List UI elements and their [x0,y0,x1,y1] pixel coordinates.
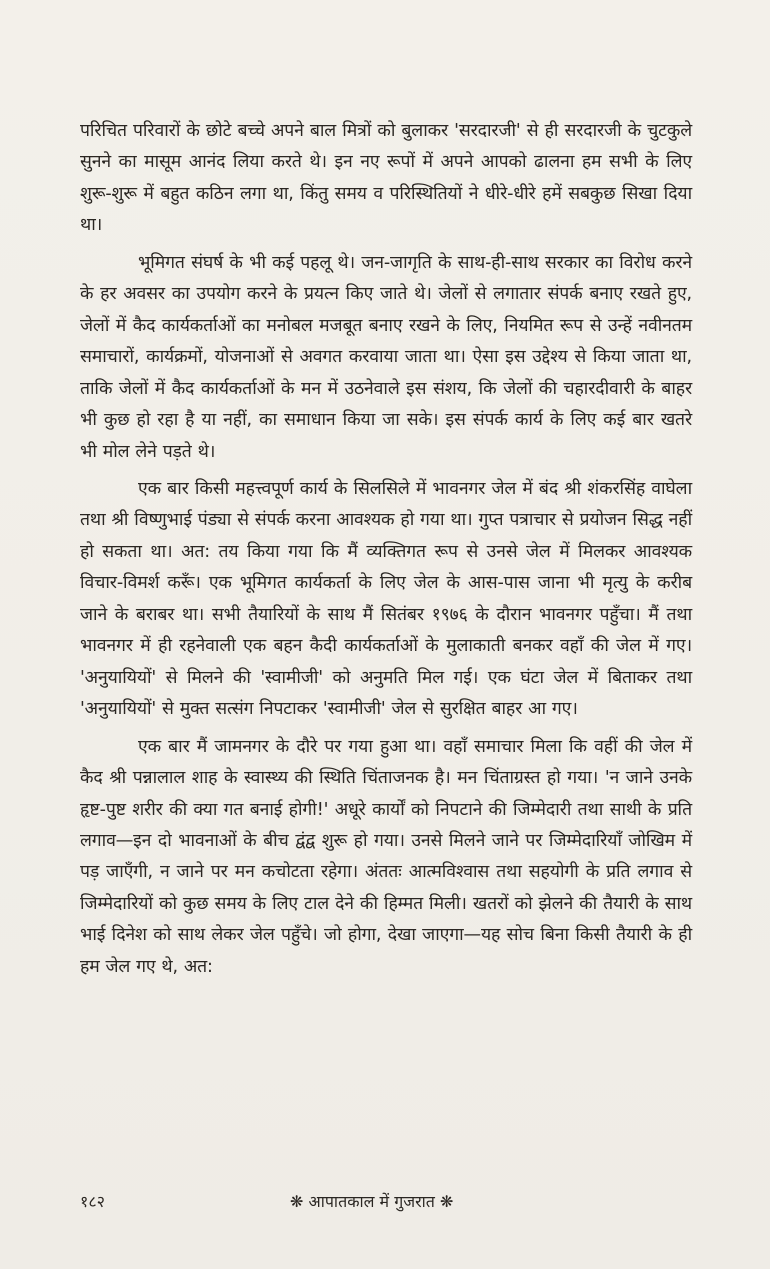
page-footer [80,1190,692,1220]
paragraph-3: एक बार किसी महत्त्वपूर्ण कार्य के सिलसिले में भावनगर जेल में बंद श्री शंकरसिंह वाघेला तथा श्री विष्णुभाई पंड्या से संपर्क करना आवश्यक हो गया था। गुप्त पत्राचार से प्रयोजन सिद्ध नहीं हो सकता था। अत: तय किया गया कि मैं व्यक्तिगत रूप से उनसे जेल में मिलकर आवश्यक विचार-विमर्श करूँ। एक भूमिगत कार्यकर्ता के लिए जेल के आस-पास जाना भी मृत्यु के करीब जाने के बराबर था। सभी तैयारियों के साथ मैं सितंबर १९७६ के दौरान भावनगर पहुँचा। मैं तथा भावनगर में ही रहनेवाली एक बहन कैदी कार्यकर्ताओं के मुलाकाती बनकर वहाँ की जेल में गए। 'अनुयायियों' से मिलने की 'स्वामीजी' को अनुमति मिल गई। एक घंटा जेल में बिताकर तथा 'अनुयायियों' से मुक्त सत्संग निपटाकर 'स्वामीजी' जेल से सुरक्षित बाहर आ गए। [80,478,692,720]
paragraph-4: एक बार मैं जामनगर के दौरे पर गया हुआ था। वहाँ समाचार मिला कि वहीं की जेल में कैद श्री पन्नालाल शाह के स्वास्थ्य की स्थिति चिंताजनक है। मन चिंताग्रस्त हो गया। 'न जाने उनके हृष्ट-पुष्ट शरीर की क्या गत बनाई होगी!' अधूरे कार्यों को निपटाने की जिम्मेदारी तथा साथी के प्रति लगाव—इन दो भावनाओं के बीच द्वंद्व शुरू हो गया। उनसे मिलने जाने पर जिम्मेदारियाँ जोखिम में पड़ जाएँगी, न जाने पर मन कचोटता रहेगा। अंततः आत्मविश्वास तथा सहयोगी के प्रति लगाव से जिम्मेदारियों को कुछ समय के लिए टाल देने की हिम्मत मिली। खतरों को झेलने की तैयारी के साथ भाई दिनेश को साथ लेकर जेल पहुँचे। जो होगा, देखा जाएगा—यह सोच बिना किसी तैयारी के ही हम जेल गए थे, अत: [80,736,692,977]
body-text [80,116,692,983]
paragraph-1: परिचित परिवारों के छोटे बच्चे अपने बाल मित्रों को बुलाकर 'सरदारजी' से ही सरदारजी के चुटकुले सुनने का मासूम आनंद लिया करते थे। इन नए रूपों में अपने आपको ढालना हम सभी के लिए शुरू-शुरू में बहुत कठिन लगा था, किंतु समय व परिस्थितियों ने धीरे-धीरे हमें सबकुछ सिखा दिया था। [80,121,692,236]
paragraph-2: भूमिगत संघर्ष के भी कई पहलू थे। जन-जागृति के साथ-ही-साथ सरकार का विरोध करने के हर अवसर का उपयोग करने के प्रयत्न किए जाते थे। जेलों से लगातार संपर्क बनाए रखते हुए, जेलों में कैद कार्यकर्ताओं का मनोबल मजबूत बनाए रखने के लिए, नियमित रूप से उन्हें नवीनतम समाचारों, कार्यक्रमों, योजनाओं से अवगत करवाया जाता था। ऐसा इस उद्देश्य से किया जाता था, ताकि जेलों में कैद कार्यकर्ताओं के मन में उठनेवाले इस संशय, कि जेलों की चहारदीवारी के बाहर भी कुछ हो रहा है या नहीं, का समाधान किया जा सके। इस संपर्क कार्य के लिए कई बार खतरे भी मोल लेने पड़ते थे। [80,252,692,462]
running-title: ❋ आपातकाल में गुजरात ❋ [290,1192,454,1211]
page-number: १८२ [80,1192,105,1211]
